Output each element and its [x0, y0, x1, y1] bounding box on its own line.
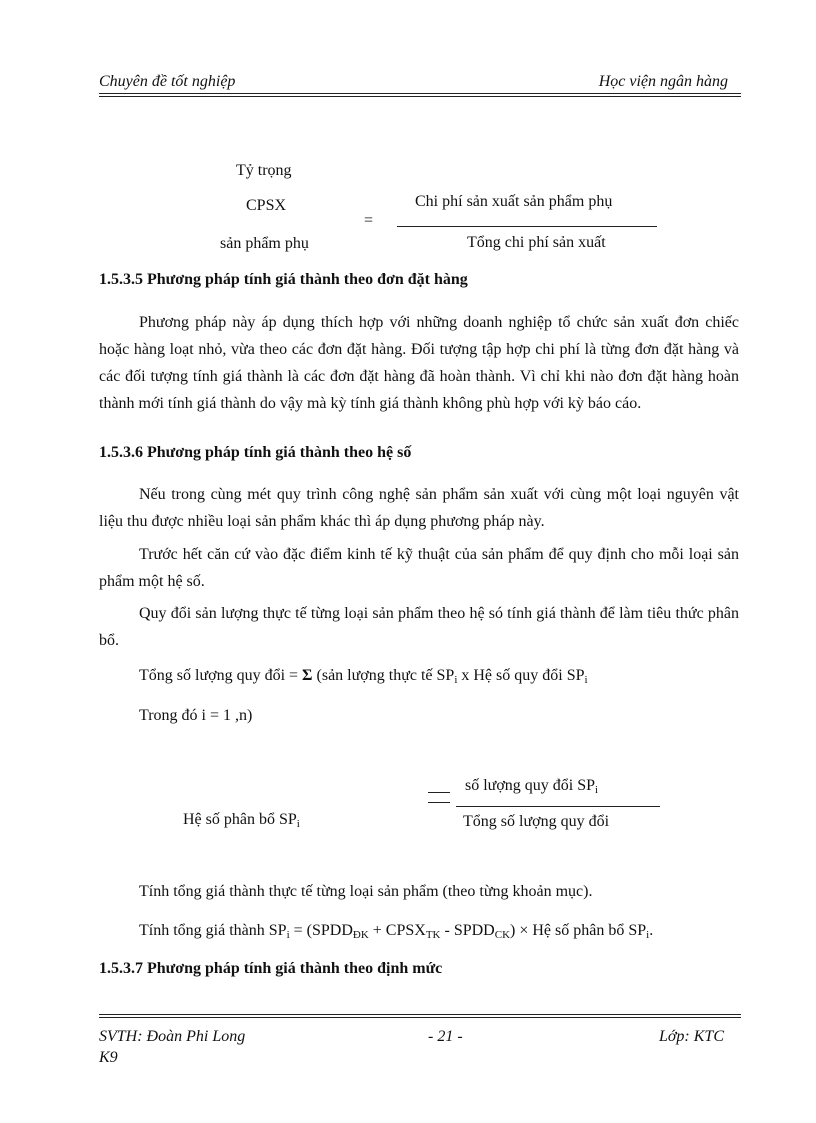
section-1536-text-3: Quy đổi sản lượng thực tế từng loại sản phẩm theo hệ só tính giá thành để làm tiêu thức phân bổ.	[99, 605, 739, 649]
header-rule-bottom	[99, 96, 741, 97]
formula3-label-text: Hệ số phân bổ SP	[183, 811, 297, 828]
formula1-label-line1: Tỷ trọng	[236, 162, 292, 179]
formula4-sub5: i	[646, 929, 650, 941]
section-1536-title: 1.5.3.6 Phương pháp tính giá thành theo hệ số	[99, 444, 412, 461]
formula3-denominator: Tổng số lượng quy đổi	[463, 813, 610, 830]
header-right: Học viện ngân hàng	[598, 73, 728, 90]
formula2-mid: (sản lượng thực tế SP	[312, 667, 455, 684]
formula4-line	[139, 917, 653, 944]
section-1535-paragraph	[99, 309, 739, 417]
section-1537-title: 1.5.3.7 Phương pháp tính giá thành theo định mức	[99, 960, 443, 977]
formula2-lhs: Tổng số lượng quy đổi =	[139, 667, 303, 684]
formula3-fraction-bar	[456, 806, 660, 807]
formula2-line	[139, 662, 588, 689]
footer-rule-top	[99, 1014, 741, 1015]
where-line: Trong đó i = 1 ,n)	[139, 707, 253, 724]
formula3-label	[183, 806, 300, 833]
formula4-part3: + CPSX	[368, 922, 426, 939]
footer-left-line2: K9	[99, 1049, 118, 1066]
formula4-part1: Tính tổng giá thành SP	[139, 922, 287, 939]
formula3-equals	[428, 792, 450, 803]
section-1536-paragraph-1	[99, 481, 739, 535]
formula1-label-line3: sản phẩm phụ	[220, 235, 309, 252]
formula4-sub1: i	[286, 929, 290, 941]
section-1536-text-1: Nếu trong cùng mét quy trình công nghệ sản phẩm sản xuất với cùng một loại nguyên vật liệu thu được nhiều loại sản phẩm khác thì áp dụng phương pháp này.	[99, 486, 739, 530]
formula4-sub4: CK	[494, 929, 511, 941]
formula4-part5: ) × Hệ số phân bổ SP	[510, 922, 647, 939]
section-1536-text-2: Trước hết căn cứ vào đặc điểm kinh tế kỹ thuật của sản phẩm để quy định cho mỗi loại sản phẩm một hệ số.	[99, 546, 739, 590]
formula1-label-line2: CPSX	[246, 197, 287, 214]
section-1536-paragraph-3	[99, 600, 739, 654]
formula4-part6: .	[649, 922, 654, 939]
formula3-numerator-sub: i	[595, 784, 599, 796]
formula4-part4: - SPDD	[440, 922, 495, 939]
formula4-part2: = (SPDD	[289, 922, 353, 939]
formula1-denominator: Tổng chi phí sản xuất	[467, 234, 606, 251]
footer-rule-bottom	[99, 1017, 741, 1018]
header-left: Chuyên đề tốt nghiệp	[99, 73, 236, 90]
section-1535-title: 1.5.3.5 Phương pháp tính giá thành theo đơn đặt hàng	[99, 271, 468, 288]
footer-left-line1: SVTH: Đoàn Phi Long	[99, 1028, 246, 1045]
formula1-equals: =	[364, 212, 374, 229]
header-rule-top	[99, 93, 741, 94]
formula4-sub3: TK	[425, 929, 441, 941]
formula3-numerator-text: số lượng quy đổi SP	[465, 777, 596, 794]
formula2-sigma: Σ	[302, 667, 313, 684]
formula3-numerator	[465, 772, 598, 799]
formula2-mid2: x Hệ số quy đổi SP	[457, 667, 585, 684]
section-1535-text: Phương pháp này áp dụng thích hợp với những doanh nghiệp tổ chức sản xuất đơn chiếc hoặc hàng loạt nhỏ, vừa theo các đơn đặt hàng. Đối tượng tập hợp chi phí là từng đơn đặt hàng và các đối tượng tính giá thành là các đơn đặt hàng đã hoàn thành. Vì chỉ khi nào đơn đặt hàng hoàn thành mới tính giá thành do vậy mà kỳ tính giá thành không phù hợp với kỳ báo cáo.	[99, 314, 739, 412]
total-line: Tính tổng giá thành thực tế từng loại sản phẩm (theo từng khoản mục).	[139, 883, 593, 900]
formula2-sub2: i	[584, 674, 588, 686]
footer-right: Lớp: KTC	[658, 1028, 724, 1045]
section-1536-paragraph-2	[99, 541, 739, 595]
formula4-sub2: ĐK	[352, 929, 369, 941]
formula1-numerator: Chi phí sản xuất sản phẩm phụ	[415, 193, 613, 210]
formula2-sub1: i	[454, 674, 458, 686]
formula3-label-sub: i	[296, 818, 300, 830]
footer-page-number: - 21 -	[428, 1028, 463, 1045]
formula1-fraction-bar	[397, 226, 657, 227]
